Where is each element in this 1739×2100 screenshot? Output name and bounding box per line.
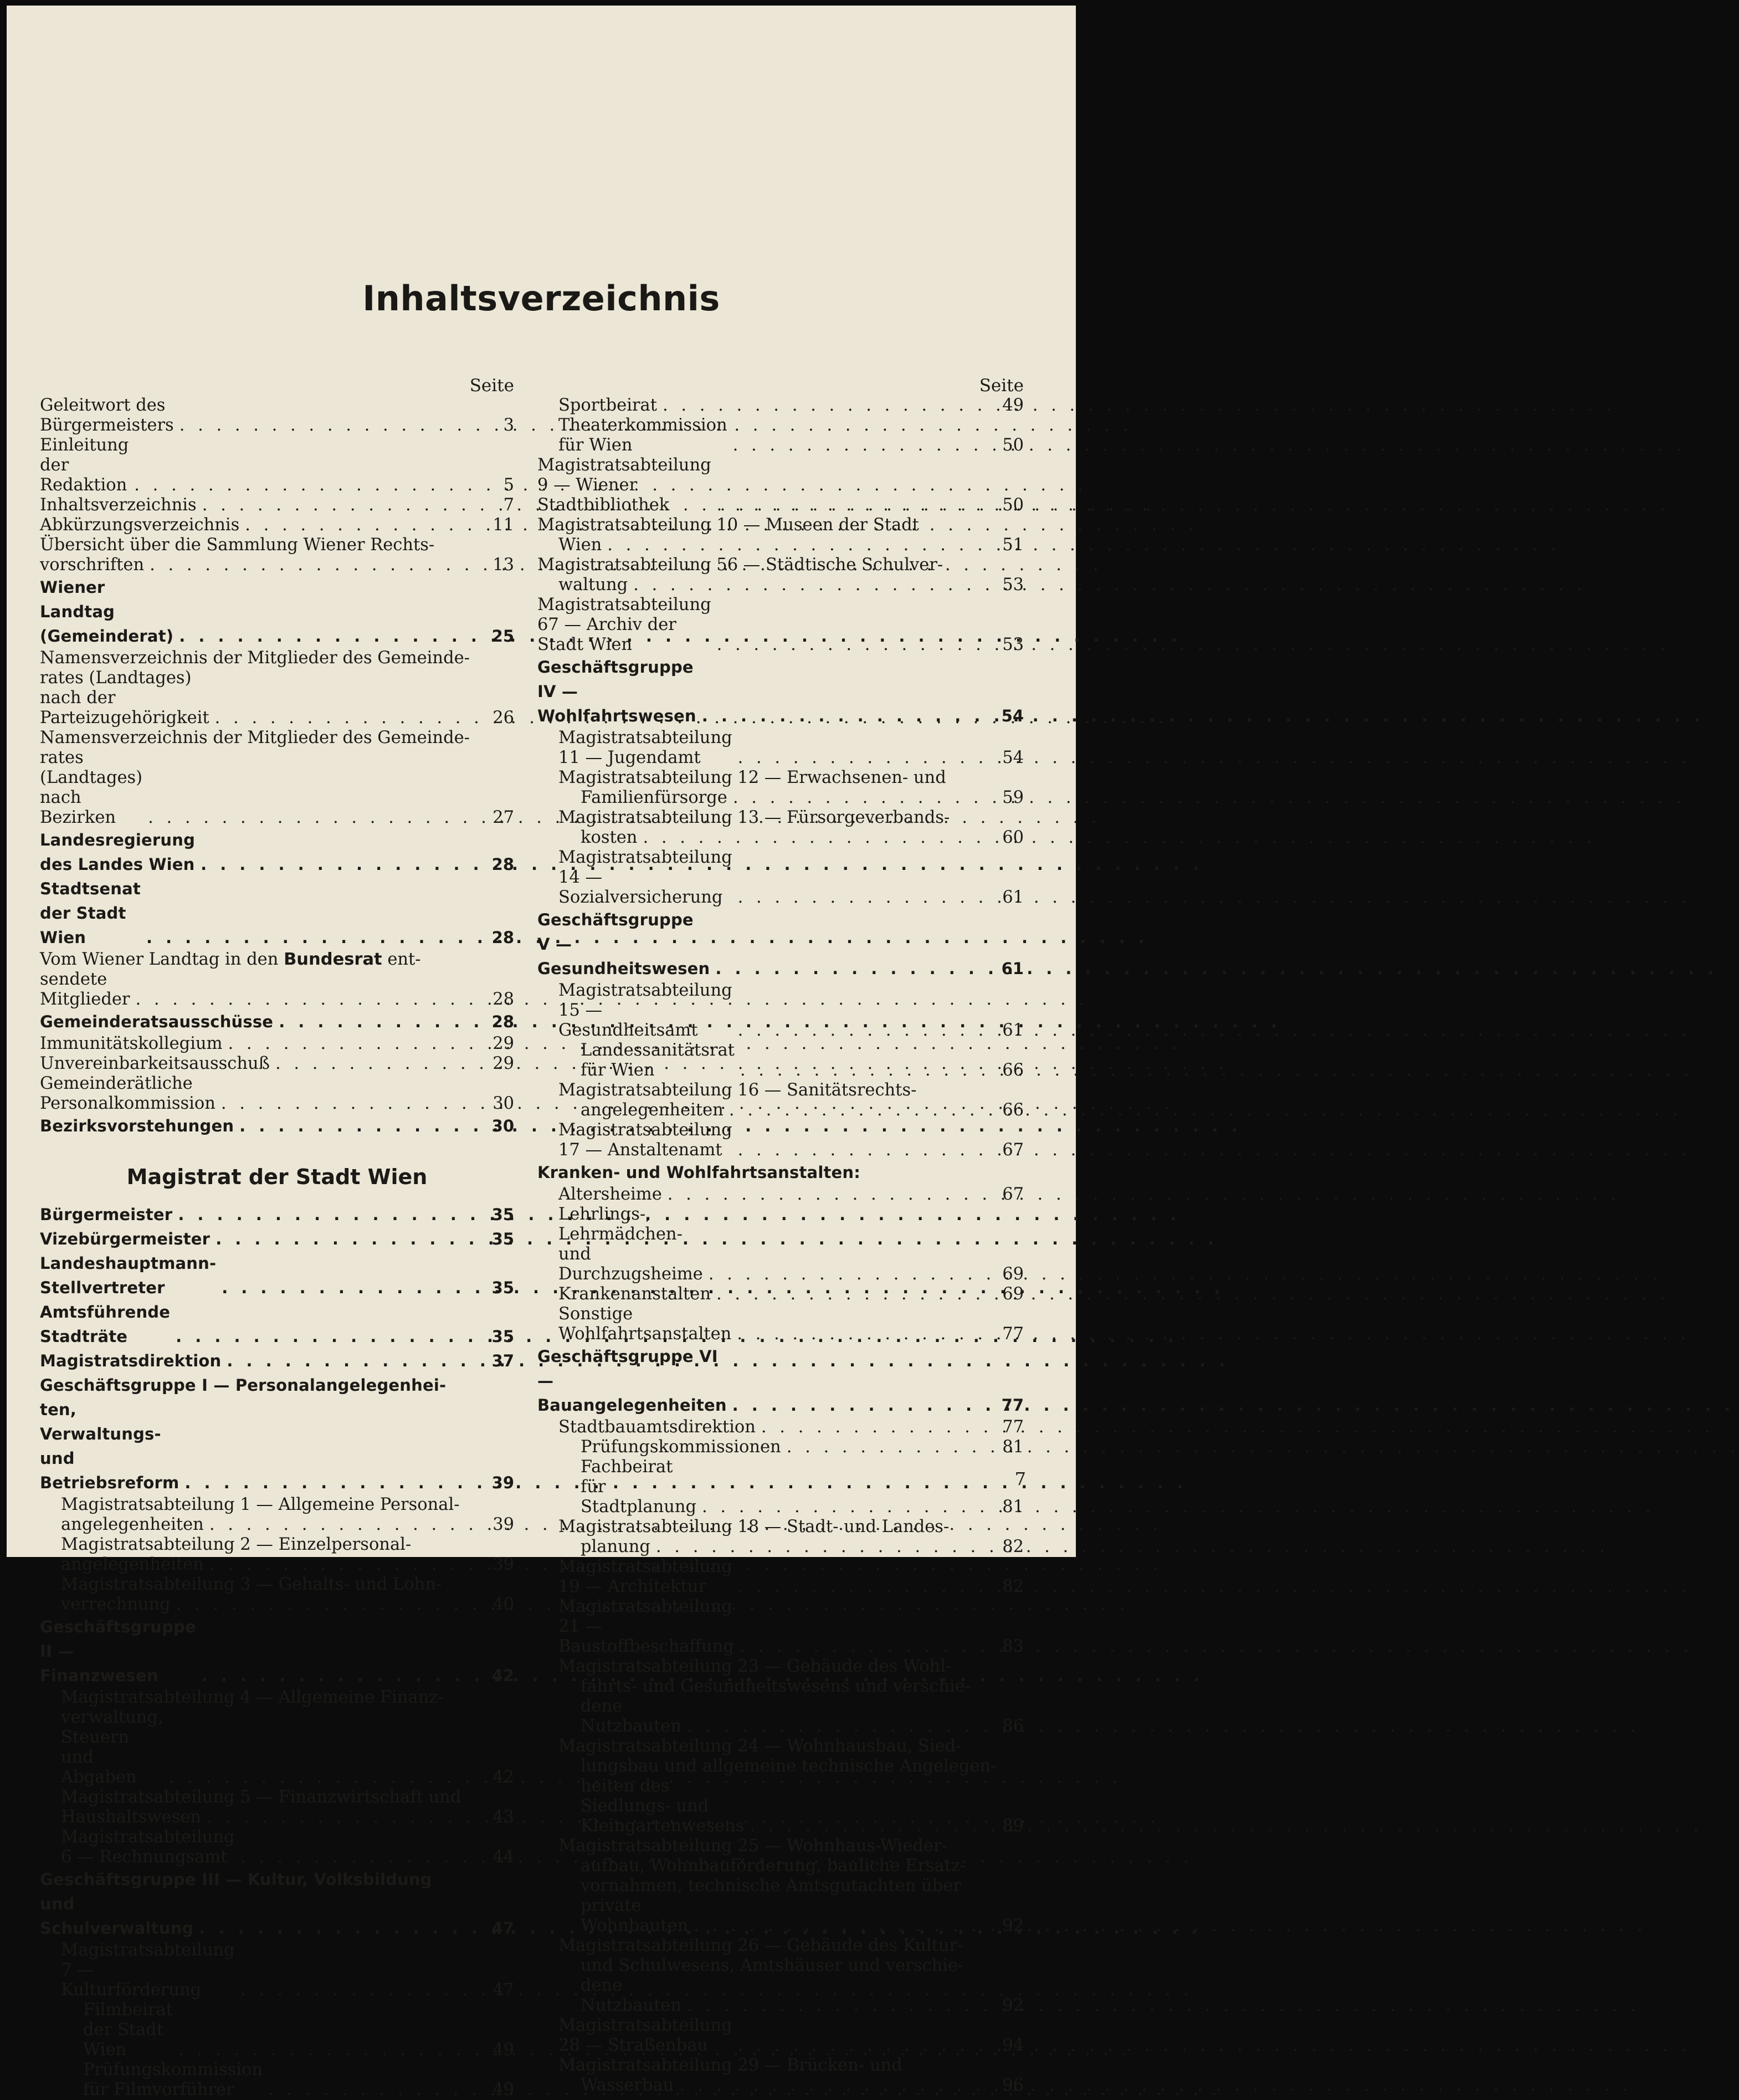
toc-heading: Magistratsdirektion . . . 37 bbox=[40, 1349, 514, 1373]
toc-entry: Magistratsabteilung 67 — Archiv der Stadt Wien . . . 53 bbox=[537, 595, 1024, 655]
toc-entry: Abkürzungsverzeichnis . . . 11 bbox=[40, 515, 514, 535]
section-title: Magistrat der Stadt Wien bbox=[126, 1165, 428, 1189]
toc-entry-line: Magistratsabteilung 5 — Finanzwirtschaft und bbox=[61, 1787, 461, 1807]
toc-entry: verwaltung, Steuern und Abgaben . . . 42 bbox=[40, 1708, 514, 1787]
toc-entry: Prüfungskommission für Filmvorführer . . . 49 bbox=[40, 2060, 514, 2100]
toc-entry-line: Magistratsabteilung 24 — Wohnhausbau, Sied- bbox=[558, 1737, 962, 1756]
toc-heading: Wiener Landtag (Gemeinderat) . . . 25 bbox=[40, 575, 514, 648]
toc-heading: Geschäftsgruppe IV — Wohlfahrtswesen . . . 54 bbox=[537, 655, 1024, 728]
toc-entry: Magistratsabteilung 21 — Baustoffbeschaffung . . . 83 bbox=[537, 1597, 1024, 1657]
toc-entry-line: Magistratsabteilung 29 — Brücken- und bbox=[558, 2056, 902, 2075]
toc-entry: Magistratsabteilung 28 — Straßenbau . . . 94 bbox=[537, 2016, 1024, 2056]
toc-entry: Stadtbauamtsdirektion . . . 77 bbox=[537, 1417, 1024, 1437]
toc-heading: Amtsführende Stadträte . . . 35 bbox=[40, 1300, 514, 1349]
toc-entry: angelegenheiten . . . 66 bbox=[537, 1100, 1024, 1120]
toc-entry: sendete Mitglieder . . . 28 bbox=[40, 970, 514, 1010]
toc-entry-line: vornahmen, technische Amtsgutachten über bbox=[581, 1876, 961, 1896]
seite-header: Seite bbox=[469, 376, 514, 396]
toc-entry: Unvereinbarkeitsausschuß . . . 29 bbox=[40, 1054, 514, 1074]
toc-entry-line: Magistratsabteilung 13 — Fürsorgeverbands- bbox=[558, 808, 950, 827]
toc-entry: Theaterkommission für Wien . . . 50 bbox=[537, 416, 1024, 455]
toc-entry: Wasserbau . . . 96 bbox=[537, 2076, 1024, 2096]
toc-entry-line: Magistratsabteilung 23 — Gebäude des Wohl- bbox=[558, 1657, 952, 1676]
toc-entry-line: Übersicht über die Sammlung Wiener Rechts- bbox=[40, 535, 435, 555]
toc-heading-line: Kranken- und Wohlfahrtsanstalten: bbox=[537, 1163, 861, 1182]
toc-entry: waltung . . . 53 bbox=[537, 575, 1024, 595]
toc-entry: Altersheime . . . 67 bbox=[537, 1185, 1024, 1205]
toc-entry-line: Magistratsabteilung 25 — Wohnhaus-Wieder- bbox=[558, 1836, 947, 1856]
toc-heading: Vizebürgermeister . . . 35 bbox=[40, 1227, 514, 1251]
toc-entry: angelegenheiten . . . 39 bbox=[40, 1555, 514, 1575]
toc-entry: Sportbeirat . . . 49 bbox=[537, 396, 1024, 416]
toc-entry: Landessanitätsrat für Wien . . . 66 bbox=[537, 1041, 1024, 1080]
toc-entry: Wien . . . 51 bbox=[537, 535, 1024, 555]
toc-entry-line: lungsbau und allgemeine technische Angelegen- bbox=[581, 1756, 997, 1776]
toc-entry-line: Magistratsabteilung 16 — Sanitätsrechts- bbox=[558, 1080, 917, 1100]
toc-entry-line: Magistratsabteilung 18 — Stadt- und Landes- bbox=[558, 1517, 950, 1536]
toc-column-left bbox=[40, 376, 514, 2100]
toc-entry-line: Magistratsabteilung 56 — Städtische Schulver- bbox=[537, 555, 943, 575]
toc-entry: rates (Landtages) nach Bezirken . . . 27 bbox=[40, 748, 514, 828]
toc-entry: Magistratsabteilung 9 — Wiener Stadtbibliothek . . . 50 bbox=[537, 455, 1024, 515]
document-page bbox=[7, 6, 1076, 2099]
toc-entry: Magistratsabteilung 14 — Sozialversicherung . . . 61 bbox=[537, 848, 1024, 908]
toc-entry: rates (Landtages) nach der Parteizugehörigkeit . . . 26 bbox=[40, 668, 514, 728]
toc-entry-line: Vom Wiener Landtag in den Bundesrat ent- bbox=[40, 950, 421, 969]
toc-heading: Landesregierung des Landes Wien . . . 28 bbox=[40, 828, 514, 877]
toc-heading: Geschäftsgruppe II — Finanzwesen . . . 42 bbox=[40, 1615, 514, 1688]
toc-entry: angelegenheiten . . . 39 bbox=[40, 1515, 514, 1535]
toc-heading: ten, Verwaltungs- und Betriebsreform . . . 39 bbox=[40, 1397, 514, 1495]
toc-entry: vorschriften . . . 13 bbox=[40, 555, 514, 575]
toc-column-right bbox=[537, 376, 1024, 2096]
toc-entry: Fachbeirat für Stadtplanung . . . 81 bbox=[537, 1457, 1024, 1517]
toc-entry-line: Magistratsabteilung 2 — Einzelpersonal- bbox=[61, 1535, 412, 1554]
toc-entry-line: und Schulwesens, Amtshäuser und verschie- bbox=[581, 1956, 964, 1975]
toc-entry: Inhaltsverzeichnis . . . 7 bbox=[40, 495, 514, 515]
toc-heading-line: Geschäftsgruppe III — Kultur, Volksbildung bbox=[40, 1870, 432, 1889]
toc-entry: planung . . . 82 bbox=[537, 1537, 1024, 1557]
toc-entry: Immunitätskollegium . . . 29 bbox=[40, 1034, 514, 1054]
toc-heading: Geschäftsgruppe VI — Bauangelegenheiten . . . 77 bbox=[537, 1344, 1024, 1417]
toc-heading: Geschäftsgruppe V — Gesundheitswesen . . . 61 bbox=[537, 908, 1024, 981]
toc-entry-line: fahrts- und Gesundheitswesens und verschie- bbox=[581, 1677, 971, 1696]
toc-entry: Magistratsabteilung 15 — Gesundheitsamt . . . 61 bbox=[537, 981, 1024, 1041]
toc-entry: Haushaltswesen . . . 43 bbox=[40, 1807, 514, 1827]
toc-entry-line: Magistratsabteilung 1 — Allgemeine Personal- bbox=[61, 1495, 460, 1514]
toc-entry: Sonstige Wohlfahrtsanstalten . . . 77 bbox=[537, 1304, 1024, 1344]
page-number: 7 bbox=[1014, 1468, 1026, 1489]
toc-entry: Einleitung der Redaktion . . . 5 bbox=[40, 436, 514, 495]
toc-entry: Magistratsabteilung 19 — Architektur . . . 82 bbox=[537, 1557, 1024, 1597]
toc-heading: Gemeinderatsausschüsse . . . 28 bbox=[40, 1010, 514, 1034]
toc-entry-line: Magistratsabteilung 26 — Gebäude des Kultur- bbox=[558, 1936, 963, 1955]
toc-entry: Lehrlings-, Lehrmädchen- und Durchzugsheime . . . 69 bbox=[537, 1205, 1024, 1284]
toc-entry: Magistratsabteilung 7 — Kulturförderung . . . 47 bbox=[40, 1940, 514, 2000]
toc-heading: Bürgermeister . . . 35 bbox=[40, 1202, 514, 1227]
toc-entry: Magistratsabteilung 17 — Anstaltenamt . . . 67 bbox=[537, 1120, 1024, 1160]
toc-entry: private Wohnbauten . . . 92 bbox=[537, 1896, 1024, 1936]
toc-entry-line: Magistratsabteilung 3 — Gehalts- und Lohn- bbox=[61, 1575, 442, 1594]
toc-entry-line: aufbau, Wohnbauförderung, bauliche Ersatz- bbox=[581, 1856, 966, 1876]
toc-entry: heiten des Siedlungs- und Kleingartenwesens . . . 89 bbox=[537, 1776, 1024, 1836]
toc-heading: Bezirksvorstehungen . . . 30 bbox=[40, 1114, 514, 1138]
toc-entry: Gemeinderätliche Personalkommission . . . 30 bbox=[40, 1074, 514, 1114]
seite-header: Seite bbox=[979, 376, 1024, 396]
toc-entry-line: Namensverzeichnis der Mitglieder des Gemeinde- bbox=[40, 728, 470, 747]
toc-heading-line: Geschäftsgruppe I — Personalangelegenhei- bbox=[40, 1376, 447, 1395]
toc-entry-line: Namensverzeichnis der Mitglieder des Gemeinde- bbox=[40, 648, 470, 668]
toc-entry: Krankenanstalten . . . 69 bbox=[537, 1284, 1024, 1304]
toc-entry: Geleitwort des Bürgermeisters . . . 3 bbox=[40, 396, 514, 436]
toc-entry-line: Magistratsabteilung 10 — Museen der Stadt bbox=[537, 515, 919, 535]
toc-entry: Filmbeirat der Stadt Wien . . . 49 bbox=[40, 2000, 514, 2060]
toc-heading: und Schulverwaltung . . . 47 bbox=[40, 1892, 514, 1940]
page-title: Inhaltsverzeichnis bbox=[362, 278, 720, 319]
toc-entry: Magistratsabteilung 6 — Rechnungsamt . . . 44 bbox=[40, 1827, 514, 1867]
toc-heading: Landeshauptmann-Stellvertreter . . . 35 bbox=[40, 1251, 514, 1300]
toc-entry: Prüfungskommissionen . . . 81 bbox=[537, 1437, 1024, 1457]
toc-entry: kosten . . . 60 bbox=[537, 828, 1024, 848]
toc-entry: dene Nutzbauten . . . 92 bbox=[537, 1976, 1024, 2016]
toc-entry: dene Nutzbauten . . . 86 bbox=[537, 1697, 1024, 1737]
toc-entry-line: Magistratsabteilung 12 — Erwachsenen- und bbox=[558, 768, 946, 787]
toc-entry: Magistratsabteilung 11 — Jugendamt . . . 54 bbox=[537, 728, 1024, 768]
toc-entry-line: Magistratsabteilung 4 — Allgemeine Finanz- bbox=[61, 1688, 444, 1707]
toc-entry: Familienfürsorge . . . 59 bbox=[537, 788, 1024, 808]
toc-entry: verrechnung . . . 40 bbox=[40, 1595, 514, 1615]
toc-heading: Stadtsenat der Stadt Wien . . . 28 bbox=[40, 877, 514, 950]
